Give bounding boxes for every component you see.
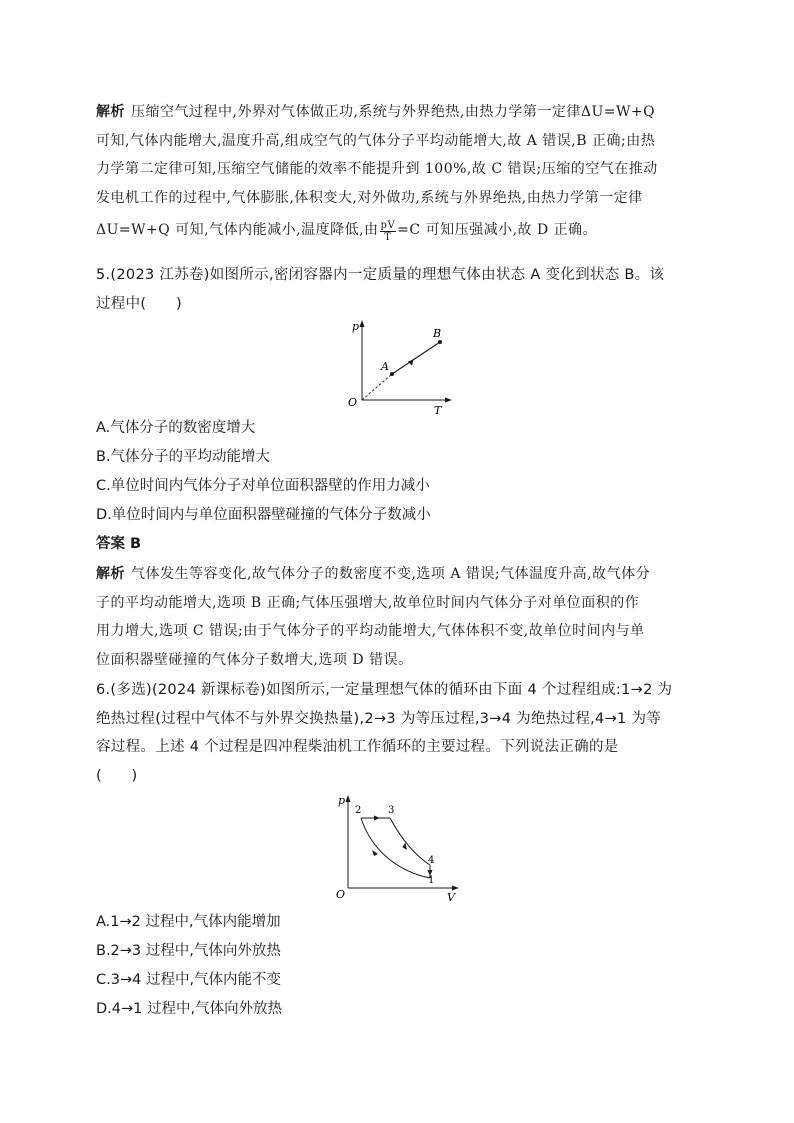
state-3-label: 3 [388,805,395,816]
point-a-label: A [381,360,389,373]
question-6-stem: 6.(多选)(2024 新课标卷)如图所示,一定量理想气体的循环由下面 4 个过程组成:1→2 为 绝热过程(过程中气体不与外界交换热量),2→3 为等压过程,3→4 为绝热过程,4→1 为等 容过程。上述 4 个过程是四冲程柴油机工作循环的主要过程。下列说法正确的是 ( ) [96,682,673,784]
option-a: A.气体分子的数密度增大 [96,420,256,436]
state-1-label: 1 [428,875,435,886]
option-d: D.4→1 过程中,气体向外放热 [96,1001,283,1017]
p-axis-label: p [338,794,346,807]
solution-q5: 解析 气体发生等容变化,故气体分子的数密度不变,选项 A 错误;气体温度升高,故气体分 子的平均动能增大,选项 B 正确;气体压强增大,故单位时间内气体分子对单位面积的作 用力增大,选项 C 错误;由于气体分子的平均动能增大,气体体积不变,故单位时间内与单 位面积器壁碰撞的气体分子数增大,选项 D 错误。 [96,566,651,668]
origin-label: O [348,396,358,409]
fraction-pv-over-t: $\frac{pV}{T}$ [380,220,396,243]
solution-line: 解析 压缩空气过程中,外界对气体做正功,系统与外界绝热,由热力学第一定律ΔU=W+Q [96,104,656,120]
solution-q4 [96,98,702,245]
p-axis-label: p [352,320,360,333]
solution-line: 力学第二定律可知,压缩空气储能的效率不能提升到 100%,故 C 错误;压缩的空气在推动 [96,161,658,177]
answer-q5: 答案 B [96,536,142,552]
option-b: B.气体分子的平均动能增大 [96,449,271,465]
question-5-options [96,414,702,530]
q6-pv-graph [330,790,465,905]
solution-line: 可知,气体内能增大,温度升高,组成空气的气体分子平均动能增大,故 A 错误,B 正确;由热 [96,132,656,149]
solution-label: 解析 [96,566,125,582]
option-c: C.单位时间内气体分子对单位面积器壁的作用力减小 [96,478,430,494]
solution-line: 发电机工作的过程中,气体膨胀,体积变大,对外做功,系统与外界绝热,由热力学第一定律 [96,189,643,206]
option-d: D.单位时间内与单位面积器壁碰撞的气体分子数减小 [96,507,431,523]
option-c: C.3→4 过程中,气体内能不变 [96,972,282,988]
solution-line: ΔU=W+Q 可知,气体内能减小,温度降低,由 $\frac{pV}{T}$ =C 可知压强减小,故 D 正确。 [96,220,598,243]
t-axis-label: T [434,404,442,417]
state-4-label: 4 [428,855,435,866]
point-b-label: B [433,327,442,340]
v-axis-label: V [447,891,455,904]
option-a: A.1→2 过程中,气体内能增加 [96,914,281,930]
q5-pt-graph [340,318,460,418]
option-b: B.2→3 过程中,气体向外放热 [96,943,281,959]
question-5-stem: 5.(2023 江苏卷)如图所示,密闭容器内一定质量的理想气体由状态 A 变化到状态 B。该 过程中( ) [96,267,665,312]
solution-label: 解析 [96,104,125,120]
state-2-label: 2 [355,805,362,816]
origin-label: O [336,888,346,901]
question-6-options [96,908,702,1024]
